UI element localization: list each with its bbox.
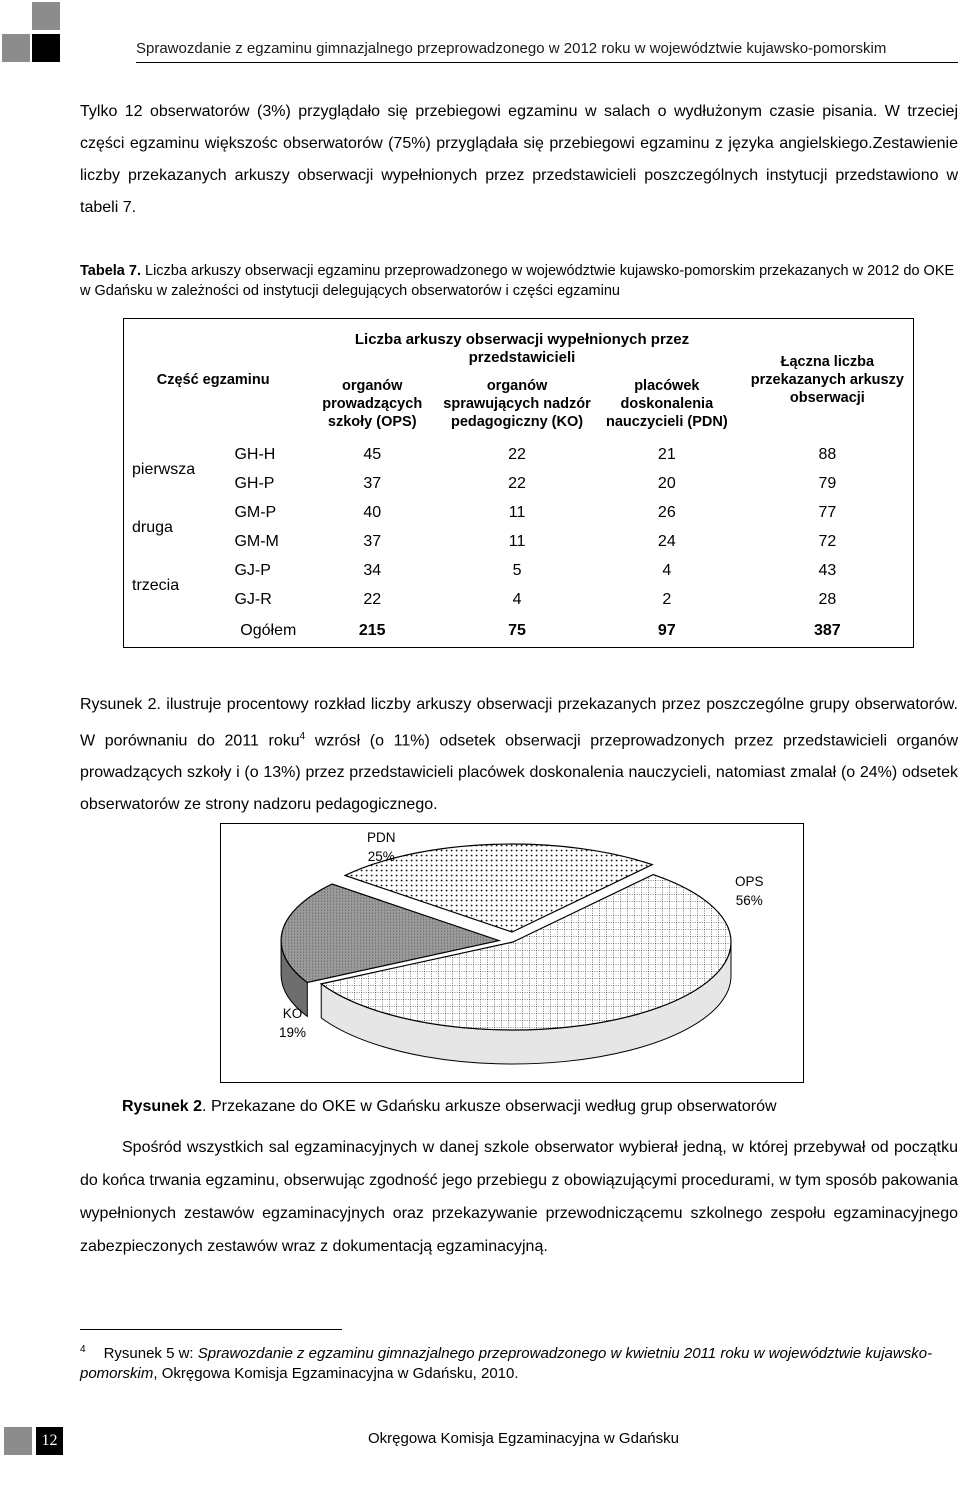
figure-paragraph-text: Rysunek 2. ilustruje procentowy rozkład liczby arkuszy obserwacji przekazanych przez poszczególne grupy obserwatorów. W porównaniu do 2011 roku: [80, 696, 958, 750]
figure-caption-text: . Przekazane do OKE w Gdańsku arkusze obserwacji według grup obserwatorów: [202, 1098, 777, 1115]
row-ko: 11: [508, 504, 526, 521]
row-ko: 22: [508, 475, 526, 492]
footnote-prefix: Rysunek 5 w:: [103, 1345, 198, 1362]
figure-caption-label: Rysunek 2: [122, 1098, 203, 1115]
figure-paragraph-text-cont: wzrósł (o 11%) odsetek obserwacji przeprowadzonych przez przedstawicieli organów prowadzących szkoły i (o 13%) przez przedstawicieli placówek doskonalenia nauczycieli, natomiast zmalał (o 24%) odsetek obserwatorów ze strony nadzoru pedagogicznego.: [80, 732, 959, 814]
row-code: GJ-P: [234, 562, 271, 579]
total-total: 387: [742, 615, 914, 648]
row-ko: 5: [512, 562, 522, 579]
part-label: trzecia: [124, 557, 213, 615]
table-caption: [80, 261, 958, 301]
pie-label-pdn-value: 25%: [367, 849, 395, 864]
pie-label-pdn: [367, 828, 396, 866]
pie-label-ko: [279, 1004, 306, 1042]
part-label: druga: [124, 499, 213, 557]
closing-paragraph: Spośród wszystkich sal egzaminacyjnych w danej szkole obserwator wybierał jedną, w której przebywał od początku do końca trwania egzaminu, obserwując zgodność jego przebiegu z obowiązującymi procedurami, w tym sposób pakowania wypełnionych zestawów egzaminacyjnych oraz przekazywanie przewodniczącemu szkolnego zespołu egzaminacyjnego zabezpieczonych zestawów wraz z dokumentacją egzaminacyjną.: [80, 1139, 958, 1255]
row-pdn: 21: [657, 446, 676, 463]
figure-paragraph: [80, 689, 958, 821]
total-label: Ogółem: [124, 615, 303, 648]
table-caption-label: Tabela 7.: [80, 263, 141, 279]
row-total: 72: [742, 528, 914, 557]
pie-label-ops-value: 56%: [735, 893, 763, 908]
row-code: GH-H: [234, 446, 276, 463]
footer-text: Okręgowa Komisja Egzaminacyjna w Gdańsku: [368, 1430, 679, 1447]
header-pdn: placówek doskonalenia nauczycieli (PDN): [605, 377, 728, 430]
corner-square-gray-top: [32, 2, 60, 30]
observation-table: [123, 318, 914, 648]
row-ops: 40: [363, 504, 382, 521]
footnote-title: Sprawozdanie z egzaminu gimnazjalnego przeprowadzonego w kwietniu 2011 roku w województwie kujawsko-pomorskim: [80, 1345, 933, 1382]
row-ops: 45: [363, 446, 382, 463]
row-total: 28: [742, 586, 914, 615]
footnote: [80, 1340, 958, 1384]
corner-square-black: [32, 34, 60, 62]
row-total: 43: [742, 557, 914, 586]
pie-label-ops-name: OPS: [735, 874, 764, 889]
header-total: Łączna liczba przekazanych arkuszy obserwacji: [742, 319, 914, 441]
page-number: 12: [36, 1427, 63, 1455]
total-ko: 75: [442, 615, 592, 648]
row-total: 79: [742, 470, 914, 499]
corner-square-gray-left: [2, 34, 30, 62]
row-ops: 34: [363, 562, 382, 579]
row-code: GH-P: [234, 475, 275, 492]
total-pdn: 97: [592, 615, 742, 648]
row-code: GM-P: [234, 504, 277, 521]
header-ops: organów prowadzących szkoły (OPS): [322, 377, 423, 430]
footnote-ref: 4: [299, 731, 306, 742]
table-caption-text: Liczba arkuszy obserwacji egzaminu przeprowadzonego w województwie kujawsko-pomorskim przekazanych w 2012 do OKE w Gdańsku w zależności od instytucji delegujących obserwatorów i części egzaminu: [80, 263, 955, 299]
pie-chart: [221, 824, 803, 1082]
row-pdn: 26: [657, 504, 676, 521]
pie-chart-frame: [220, 823, 804, 1083]
row-pdn: 24: [657, 533, 676, 550]
footer-square-gray: [4, 1427, 32, 1455]
row-pdn: 20: [657, 475, 676, 492]
row-ops: 37: [363, 533, 382, 550]
intro-paragraph: Tylko 12 obserwatorów (3%) przyglądało się przebiegowi egzaminu w salach o wydłużonym czasie pisania. W trzeciej części egzaminu większośc obserwatorów (75%) przyglądała się przebiegowi egzaminu z języka angielskiego.Zestawienie liczby przekazanych arkuszy obserwacji wypełnionych przez przedstawicieli poszczególnych instytucji przedstawiono w tabeli 7.: [80, 103, 958, 216]
part-label: pierwsza: [124, 441, 213, 499]
header-ko: organów sprawujących nadzór pedagogiczny (KO): [443, 377, 591, 430]
row-total: 77: [742, 499, 914, 528]
footnote-suffix: , Okręgowa Komisja Egzaminacyjna w Gdańsku, 2010.: [153, 1365, 519, 1382]
row-pdn: 2: [662, 591, 672, 608]
row-total: 88: [742, 441, 914, 470]
footnote-number: 4: [80, 1344, 86, 1355]
row-code: GM-M: [234, 533, 279, 550]
pie-label-ko-value: 19%: [279, 1025, 307, 1040]
running-header: Sprawozdanie z egzaminu gimnazjalnego przeprowadzonego w 2012 roku w województwie kujawsko-pomorskim: [136, 40, 887, 57]
row-code: GJ-R: [234, 591, 272, 608]
row-ops: 37: [363, 475, 382, 492]
pie-label-ops: [735, 872, 764, 910]
row-ko: 22: [508, 446, 526, 463]
row-ops: 22: [363, 591, 382, 608]
footnote-rule: [80, 1329, 342, 1330]
row-ko: 4: [512, 591, 522, 608]
header-rule: [136, 62, 958, 63]
pie-label-ko-name: KO: [282, 1006, 303, 1021]
header-group: Liczba arkuszy obserwacji wypełnionych przez przedstawicieli: [302, 319, 741, 367]
total-ops: 215: [302, 615, 442, 648]
pie-label-pdn-name: PDN: [367, 830, 396, 845]
header-part: Część egzaminu: [124, 319, 303, 441]
figure-caption: [122, 1097, 960, 1117]
row-ko: 11: [508, 533, 526, 550]
row-pdn: 4: [662, 562, 672, 579]
